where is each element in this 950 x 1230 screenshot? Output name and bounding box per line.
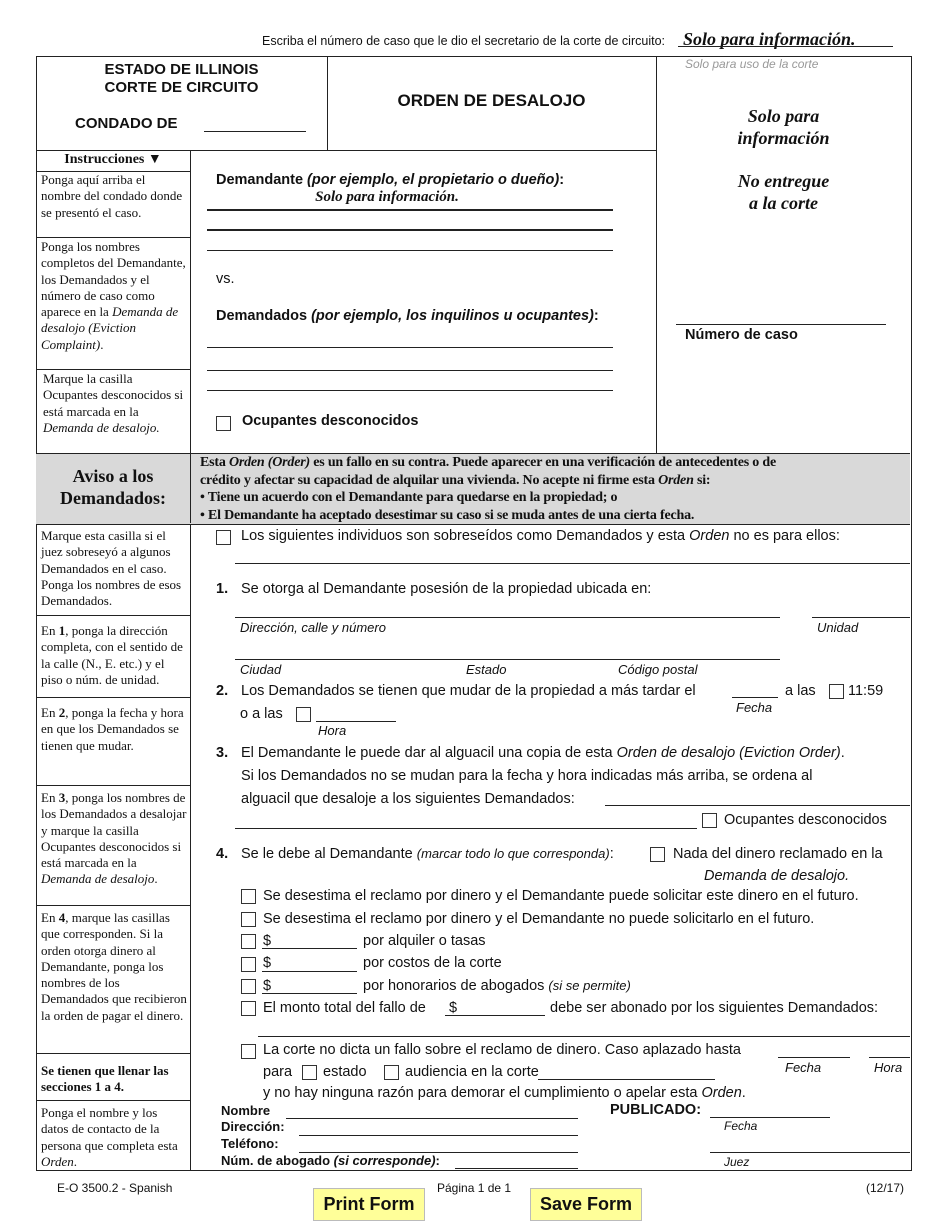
text: En: [41, 790, 59, 805]
text: (marcar todo lo que corresponda): [416, 846, 610, 861]
divider: [36, 785, 190, 786]
move-date-field[interactable]: [732, 697, 778, 698]
text: 2: [58, 705, 66, 720]
instruction-dismissed: Marque esta casilla si el juez sobreseyó a algunos Demandados en el caso. Ponga los nombres de esos Demandados.: [41, 528, 182, 609]
published-date-field[interactable]: [710, 1117, 830, 1118]
text: .: [154, 871, 158, 887]
text: Orden: [41, 1153, 74, 1169]
text: Demandados: [216, 308, 308, 324]
city-caption: Ciudad: [240, 662, 282, 677]
text: Marque la casilla Ocupantes desconocidos si está marcada en la: [43, 371, 184, 419]
section-2-text: Los Demandados se tienen que mudar de la propiedad a más tardar el: [241, 683, 696, 699]
divider: [36, 697, 190, 698]
text: , ponga los nombres de los Demandados a desalojar y marque la casilla Ocupantes desconocidos si está marcada en la: [41, 790, 187, 871]
other-time-checkbox[interactable]: [296, 707, 311, 722]
dollar-sign: $: [263, 955, 272, 971]
text: Demanda de desalojo (Eviction Complaint): [41, 304, 179, 352]
fees-label: [363, 978, 631, 994]
divider: [36, 905, 190, 906]
instruction-county: Ponga aquí arriba el nombre del condado donde se presentó el caso.: [41, 172, 183, 220]
evict-defendants-field[interactable]: [235, 828, 697, 829]
name-label: Nombre: [221, 1103, 271, 1118]
unknown-occupants-label: Ocupantes desconocidos: [242, 413, 419, 429]
text: (por ejemplo, los inquilinos u ocupantes): [307, 308, 594, 324]
continued-time-field[interactable]: [869, 1057, 910, 1058]
section-3-text: [241, 745, 845, 761]
address-label: Dirección:: [221, 1119, 285, 1134]
text: .: [73, 1153, 77, 1169]
case-number-instruction: Escriba el número de caso que le dio el secretario de la corte de circuito:: [262, 34, 665, 48]
text: Orden: [701, 1085, 742, 1101]
dollar-sign: $: [263, 978, 272, 994]
text: , marque las casillas que corresponden. Si la orden otorga dinero al Demandante, ponga los nombres de los Demandados que recibieron la orden de pagar el dinero.: [41, 910, 187, 1023]
text: :: [559, 172, 565, 188]
instruction-3: [41, 790, 187, 888]
at-label: a las: [785, 683, 816, 699]
text: 4: [58, 910, 66, 925]
address-field[interactable]: [235, 617, 780, 618]
print-form-button[interactable]: Print Form: [313, 1188, 425, 1221]
text: El Demandante le puede dar al alguacil una copia de esta: [241, 745, 617, 761]
continued-label: La corte no dicta un fallo sobre el reclamo de dinero. Caso aplazado hasta: [263, 1042, 741, 1058]
fees-amount-field[interactable]: [262, 993, 357, 994]
date-caption: Fecha: [736, 700, 773, 715]
other-time-field[interactable]: [316, 721, 396, 722]
top-case-line: [678, 46, 893, 47]
plaintiff-line[interactable]: [207, 229, 613, 231]
costs-checkbox[interactable]: [241, 957, 256, 972]
top-case-number-value[interactable]: Solo para información.: [683, 29, 856, 49]
address-caption: Dirección, calle y número: [240, 620, 386, 635]
section-number: 4.: [216, 846, 229, 862]
divider: [36, 1053, 190, 1054]
judge-caption: Juez: [724, 1155, 750, 1169]
dismiss-no-future-checkbox[interactable]: [241, 912, 256, 927]
divider: [36, 369, 190, 370]
text: , ponga la dirección completa, con el sentido de la calle (N., E. etc.) y el piso o núm. de unidad.: [41, 623, 183, 687]
date-caption: Fecha: [785, 1060, 822, 1075]
instruction-1: [41, 623, 187, 688]
text: Orden: [689, 528, 730, 544]
dismiss-no-future-label: Se desestima el reclamo por dinero y el Demandante no puede solicitarlo en el futuro.: [263, 911, 815, 927]
paying-defendants-field[interactable]: [258, 1036, 910, 1037]
section-3-unknown-checkbox[interactable]: [702, 813, 717, 828]
text: Orden de desalojo (Eviction Order): [616, 745, 841, 761]
rent-checkbox[interactable]: [241, 934, 256, 949]
plaintiff-value[interactable]: Solo para información.: [315, 189, 459, 205]
no-delay-text: [263, 1085, 746, 1101]
save-form-button[interactable]: Save Form: [530, 1188, 642, 1221]
dismissed-checkbox[interactable]: [216, 530, 231, 545]
total-label: debe ser abonado por los siguientes Demandados:: [550, 1000, 879, 1016]
no-money-label: Demanda de desalojo.: [704, 868, 850, 884]
text: (por ejemplo, el propietario o dueño): [303, 172, 560, 188]
rent-amount-field[interactable]: [262, 948, 357, 949]
text: (si corresponde): [330, 1153, 436, 1168]
instruction-4: [41, 910, 187, 1024]
section-3-text: alguacil que desaloje a los siguientes Demandados:: [241, 791, 575, 807]
instruction-required: Se tienen que llenar las secciones 1 a 4.: [41, 1063, 169, 1095]
text: Se le debe al Demandante: [241, 846, 417, 862]
county-label: CONDADO DE: [75, 115, 178, 132]
form-id: E-O 3500.2 - Spanish: [57, 1181, 173, 1195]
divider: [190, 453, 191, 523]
info-note: información: [737, 128, 830, 148]
evict-defendants-field[interactable]: [605, 805, 910, 806]
section-3-text: Si los Demandados no se mudan para la fecha y hora indicadas más arriba, se ordena al: [241, 768, 813, 784]
divider: [36, 615, 190, 616]
time-1159-checkbox[interactable]: [829, 684, 844, 699]
hour-caption: Hora: [318, 723, 347, 738]
dismiss-future-label: Se desestima el reclamo por dinero y el Demandante puede solicitar este dinero en el futuro.: [263, 888, 859, 904]
continued-checkbox[interactable]: [241, 1044, 256, 1059]
state-label: ESTADO DE ILLINOIS: [104, 61, 259, 78]
attorney-number-field[interactable]: [455, 1168, 578, 1169]
text: , ponga la fecha y hora en que los Demandados se tienen que mudar.: [41, 705, 184, 753]
do-not-file-note: a la corte: [749, 193, 818, 213]
total-checkbox[interactable]: [241, 1001, 256, 1016]
info-note: Solo para: [747, 106, 820, 126]
text: .: [100, 336, 104, 352]
instructions-heading[interactable]: Instrucciones ▼: [64, 152, 162, 167]
page-number: Página 1 de 1: [437, 1181, 512, 1195]
text: Demandante: [216, 172, 304, 188]
for-label: para: [263, 1064, 293, 1080]
text: crédito y afectar su capacidad de alquilar una vivienda. No acepte ni firme esta: [200, 472, 659, 488]
text: :: [593, 308, 599, 324]
city-state-zip-field[interactable]: [235, 659, 780, 660]
case-number-field[interactable]: [676, 324, 886, 325]
costs-amount-field[interactable]: [262, 971, 357, 972]
continued-date-field[interactable]: [778, 1057, 850, 1058]
section-number: 3.: [216, 745, 229, 761]
vs-label: vs.: [216, 271, 235, 287]
rent-label: por alquiler o tasas: [363, 933, 486, 949]
text: Núm. de abogado: [221, 1153, 331, 1168]
hearing-label: audiencia en la corte: [405, 1064, 539, 1080]
text: En: [41, 910, 59, 925]
text: .: [840, 745, 845, 761]
notice-bullet: • El Demandante ha aceptado desestimar su caso si se muda antes de una cierta fecha.: [200, 507, 695, 523]
text: Ponga el nombre y los datos de contacto de la persona que completa esta: [41, 1105, 178, 1153]
defendants-line[interactable]: [207, 370, 613, 371]
text: (si se permite): [548, 978, 631, 993]
contact-address-field[interactable]: [299, 1135, 578, 1136]
text: es un fallo en su contra. Puede aparecer en una verificación de antecedentes o de: [309, 455, 777, 470]
text: no es para ellos:: [729, 528, 840, 544]
dollar-sign: $: [263, 933, 272, 949]
unit-field[interactable]: [812, 617, 910, 618]
instruction-parties: [41, 239, 187, 353]
instruction-2: [41, 705, 187, 754]
notice-text: [200, 454, 776, 524]
zip-caption: Código postal: [618, 662, 698, 677]
text: Demanda de desalojo.: [43, 419, 160, 435]
instruction-contact: [41, 1105, 187, 1170]
no-money-checkbox[interactable]: [650, 847, 665, 862]
attorney-label: [221, 1153, 440, 1168]
plaintiff-label: [216, 172, 564, 188]
phone-label: Teléfono:: [221, 1136, 279, 1151]
unknown-occupants-checkbox[interactable]: [216, 416, 231, 431]
text: por honorarios de abogados: [363, 978, 545, 994]
do-not-file-note: No entregue: [737, 171, 830, 191]
text: Esta: [200, 455, 229, 470]
text: Orden: [658, 472, 694, 488]
judge-signature-field[interactable]: [710, 1152, 910, 1153]
text: En: [41, 705, 59, 720]
text: Ponga los nombres completos del Demandante, los Demandados y el número de caso como aparece en la: [41, 239, 186, 320]
text: 3: [58, 790, 66, 805]
text: si:: [693, 472, 711, 488]
defendants-line[interactable]: [207, 390, 613, 391]
hour-caption: Hora: [874, 1060, 903, 1075]
plaintiff-line[interactable]: [207, 250, 613, 251]
section-4-text: [241, 846, 614, 862]
hearing-field[interactable]: [538, 1079, 715, 1080]
no-money-label: Nada del dinero reclamado en la: [673, 846, 883, 862]
defendants-line[interactable]: [207, 347, 613, 348]
unit-caption: Unidad: [817, 620, 859, 635]
section-3-unknown-label: Ocupantes desconocidos: [724, 812, 887, 828]
dismissed-names-field[interactable]: [235, 563, 910, 564]
text: :: [435, 1153, 440, 1168]
notice-title: Aviso a los: [72, 466, 154, 486]
total-label: El monto total del fallo de: [263, 1000, 426, 1016]
text: 1: [58, 623, 66, 638]
status-label: estado: [323, 1064, 367, 1080]
costs-label: por costos de la corte: [363, 955, 502, 971]
section-number: 2.: [216, 683, 229, 699]
text: :: [609, 846, 614, 862]
total-amount-field[interactable]: [445, 1015, 545, 1016]
instruction-unknown: [43, 371, 189, 436]
text: y no hay ninguna razón para demorar el cumplimiento o apelar esta: [263, 1085, 702, 1101]
section-number: 1.: [216, 581, 229, 597]
dismissed-label: [241, 528, 840, 544]
dollar-sign: $: [449, 1000, 458, 1016]
or-at-label: o a las: [240, 706, 283, 722]
text: Orden (Order): [228, 455, 310, 470]
notice-bullet: • Tiene un acuerdo con el Demandante para quedarse en la propiedad; o: [200, 490, 618, 505]
divider: [36, 237, 190, 238]
defendants-label: [216, 308, 599, 324]
fees-checkbox[interactable]: [241, 979, 256, 994]
text: Demanda de desalojo: [41, 871, 155, 887]
county-field[interactable]: [204, 131, 306, 132]
hearing-checkbox[interactable]: [384, 1065, 399, 1080]
plaintiff-line[interactable]: [207, 209, 613, 211]
divider: [190, 150, 191, 1170]
state-caption: Estado: [466, 662, 507, 677]
notice-title: Demandados:: [59, 488, 166, 508]
time-1159-label: 11:59: [848, 683, 884, 699]
name-field[interactable]: [286, 1118, 578, 1119]
case-number-label: Número de caso: [685, 327, 798, 343]
text: Los siguientes individuos son sobreseídos como Demandados y esta: [241, 528, 690, 544]
divider: [36, 1100, 190, 1101]
section-1-text: Se otorga al Demandante posesión de la propiedad ubicada en:: [241, 581, 652, 597]
text: En: [41, 623, 59, 638]
court-label: CORTE DE CIRCUITO: [104, 79, 259, 96]
date-caption: Fecha: [724, 1119, 758, 1133]
published-label: PUBLICADO:: [610, 1102, 702, 1118]
revision-date: (12/17): [866, 1181, 905, 1195]
status-checkbox[interactable]: [302, 1065, 317, 1080]
court-use-label: Solo para uso de la corte: [685, 57, 819, 71]
divider: [36, 150, 656, 151]
dismiss-future-checkbox[interactable]: [241, 889, 256, 904]
form-title: ORDEN DE DESALOJO: [397, 91, 586, 110]
text: .: [741, 1085, 746, 1101]
